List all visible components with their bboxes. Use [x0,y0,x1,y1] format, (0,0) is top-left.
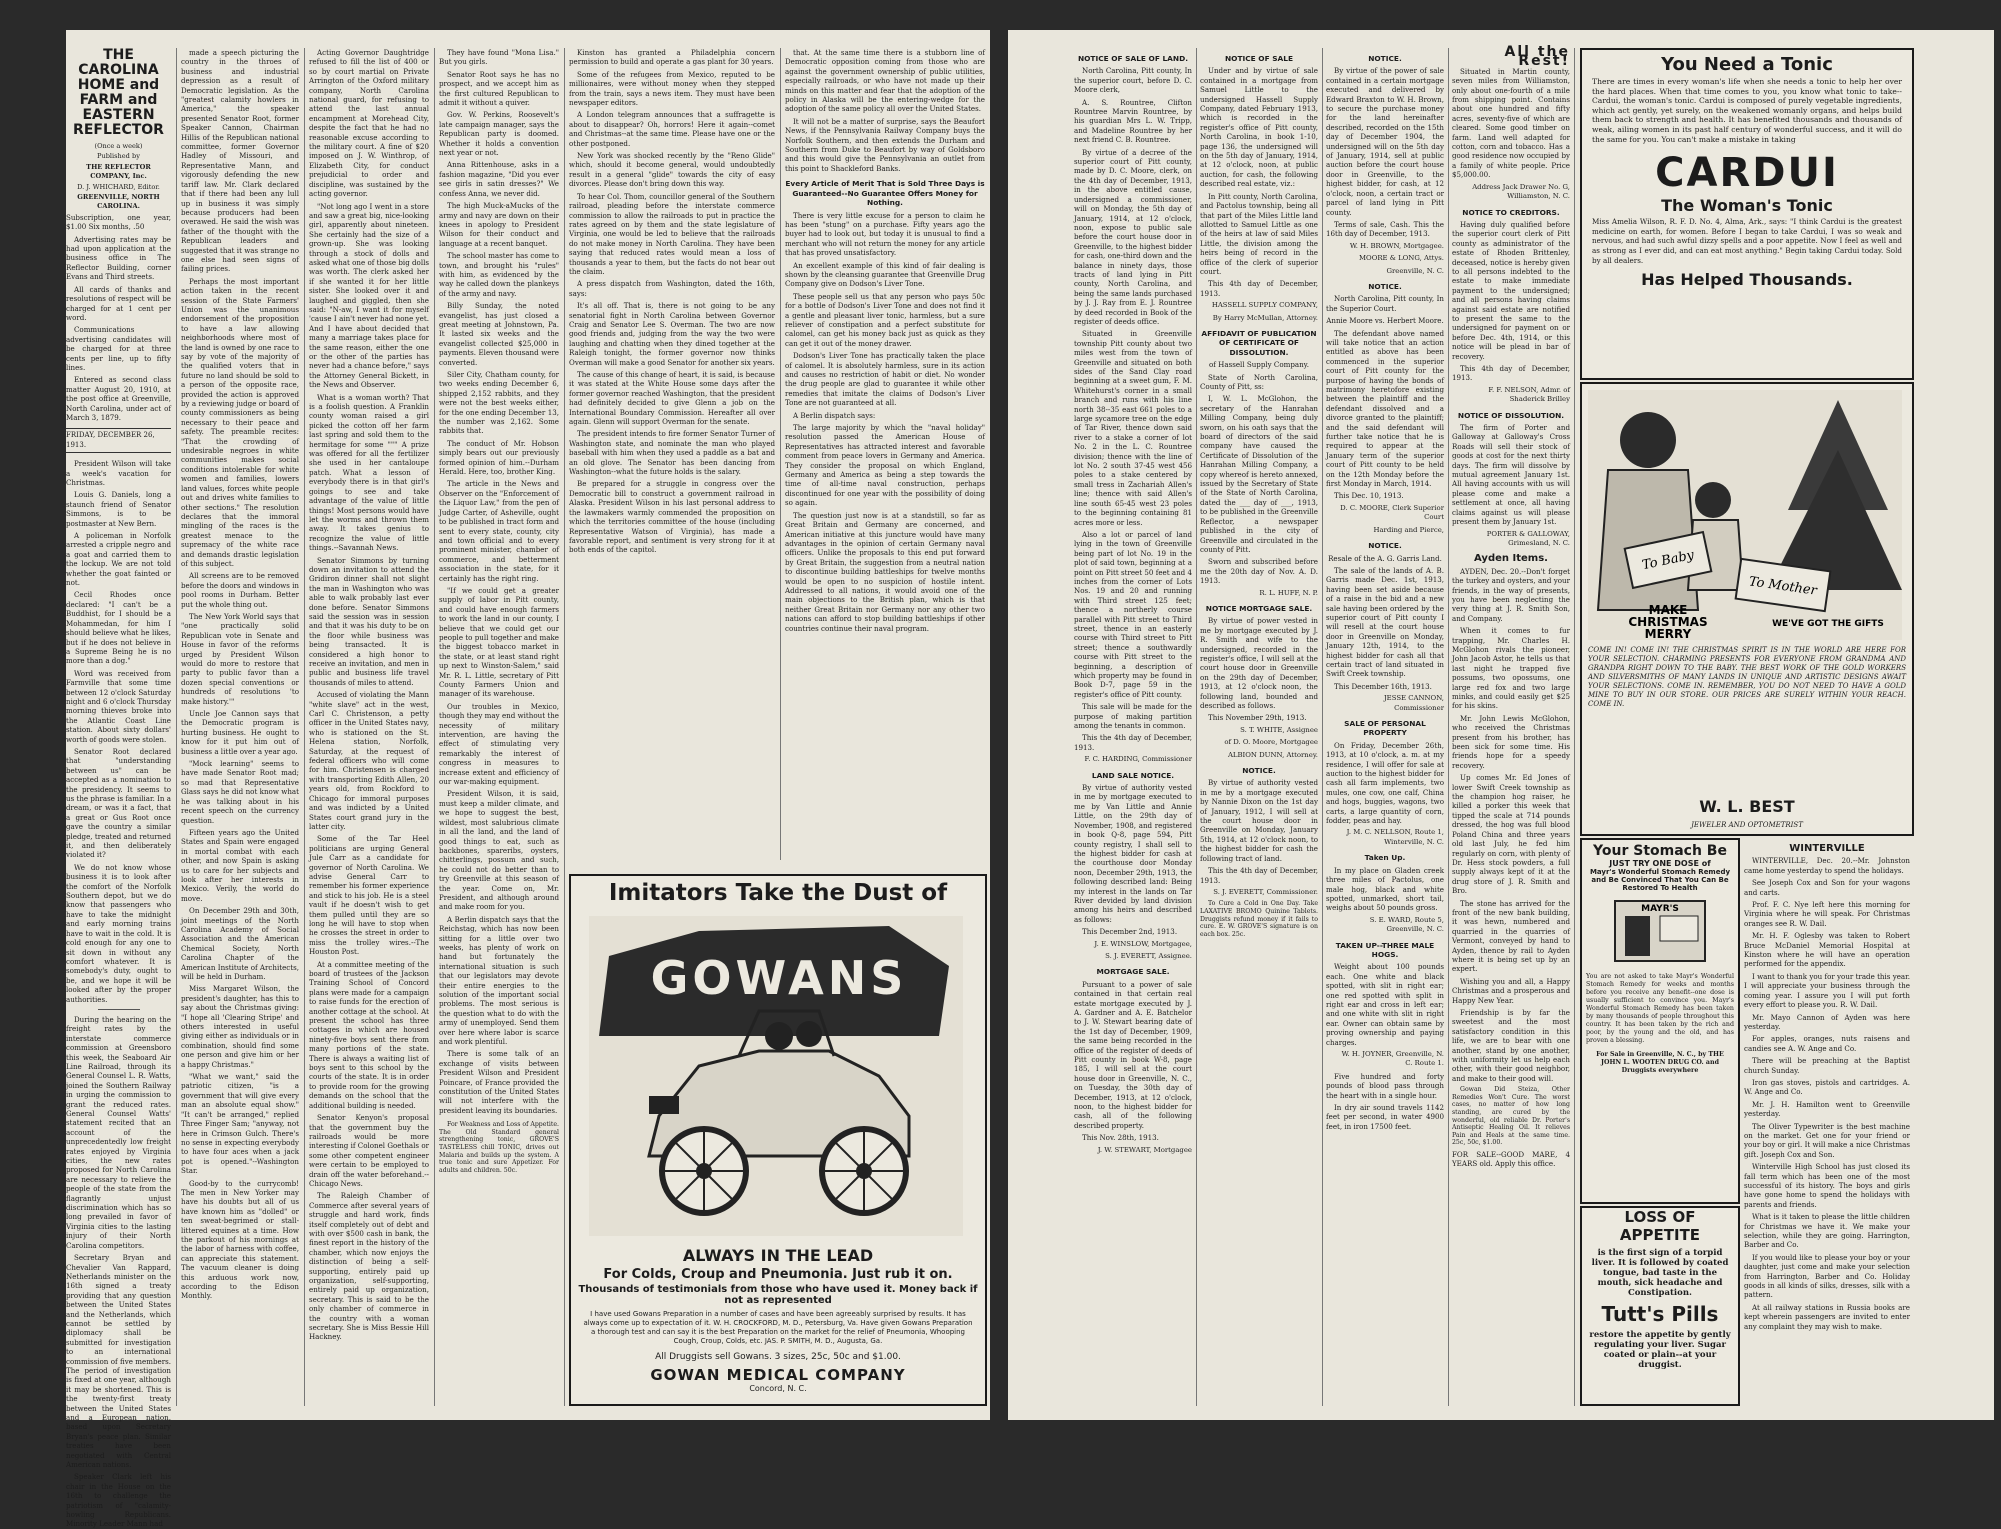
col1-item: Secretary Bryan and Chevalier Van Rappard, Netherlands minister on the 16th signed a treaty providing that any question between the United States and the Netherlands, which cannot be settled by diplomacy shall be submitted for investigation to an international commission of five members. The period of investigation is fixed at one year, although it may be shortened. This is the twenty-first treaty between the United States and a European nation, based upon Secretary Bryan's peace plan. Similar treaties have been negotiated with Central American nations. [66,1253,171,1470]
col5-item: The president intends to fire former Senator Turner of Washington state, and nominate the man who played baseball with him when they used a paddle as a bat and an old glove. The Senator has been dancing from Washington--what the future holds is the salary. [569,429,775,477]
mayr-body: You are not asked to take Mayr's Wonderful Stomach Remedy for weeks and months before you receive any benefit--one dose is usually sufficient to convince you. Mayr's Wonderful Stomach Remedy has been taken by many thousands of people throughout this country. It has been taken by the rich and poor, by the young and the old, and has proven a blessing. [1586,973,1734,1044]
col4-item: Gov. W. Perkins, Roosevelt's late campaign manager, says the Republican party is doomed. Whether it holds a convention next year or not. [439,110,559,158]
bromo-note: To Cure a Cold in One Day. Take LAXATIVE BROMO Quinine Tablets. Druggists refund money if it fails to cure. E. W. GROVE'S signature is on each box. 25c. [1200,900,1318,938]
tutt-ad [1580,1206,1740,1406]
notice-signature: ALBION DUNN, Attorney. [1227,750,1318,759]
winterville-item: What is it taken to please the little children for Christmas we have it. We make your selection, while they are going. Harrington, Barber and Co. [1744,1212,1910,1250]
col3-item: "Not long ago I went in a store and saw a great big, nice-looking girl, apparently about nineteen. She certainly had the size of a grown-up. She was looking through a stock of dolls and asked what one of those big dolls was worth. The clerk asked her if she wanted it for her little sister. She looked over it and laughed and giggled, then she said: "N-aw, I want it for myself 'cause I ain't never had none yet. And I have about decided that many a marriage takes place for the same reason, either the one or the other of the parties has never had a chance before," says the Attorney General Bickett, in the News and Observer. [309,201,429,390]
mayr-seller: For Sale in Greenville, N. C., by THE JOHN L. WOOTEN DRUG CO. and Druggists everywhere [1596,1051,1724,1074]
column-rule [304,48,305,1406]
store-window [1660,916,1698,941]
notice-text: Weight about 100 pounds each. One white and black spotted, with slit in right ear; one red spotted with split in right ear and cross in left ear; and one white with slit in right ear. Owner can obtain same by proving ownership and paying charges. [1326,962,1444,1047]
col6-item: It will not be a matter of surprise, says the Beaufort News, if the Pennsylvania Railway Company buys the Norfolk Southern, and then extends the Durham and Southern from Duke to Beaufort by way of Goldsboro and this would give the Pennsylvania an outlet from this point to Shackleford Banks. [785,116,985,173]
drug-store-illustration [1610,896,1710,966]
col2-item: "What we want," said the patriotic citizen, "is a government that will give every man an absolute equal show." "It can't be arranged," replied Three Finger Sam; "anyway, not here in Crimson Gulch. There's no sense in expecting everybody to have four aces when a jack pot is opened."--Washington Star. [181,1072,299,1176]
notice-signature: MOORE & LONG, Attys. [1359,254,1444,263]
col4-item: A Berlin dispatch says that the Reichstag, which has now been sitting for a little over two weeks, has plenty of work on hand but fortunately the international situation is such that our legislators may devote their entire energies to the solution of the important social problems. The most serious is the question what to do with the army of unemployed. Send them over here where labor is scarce and work plentiful. [439,914,559,1047]
col6-item: Dodson's Liver Tone has practically taken the place of calomel. It is absolutely harmless, sure in its action and causes no restriction of habit or diet. No wonder the drug people are glad to guarantee it while other remedies that imitate the claims of Dodson's Liver Tone are not guaranteed at all. [785,351,985,408]
notice-heading: NOTICE TO CREDITORS. [1462,207,1560,217]
notice-signature: S. J. EVERETT, Commissioner. [1213,887,1318,896]
notice-text: This the 4th day of December, 1913. [1200,866,1318,885]
col4-item: Anna Rittenhouse, asks in a fashion magazine, "Did you ever see girls in satin dresses?" We confess Anna, we never did. [439,160,559,198]
notice-text: This Dec. 10, 1913. [1334,491,1404,501]
notice-text: Pursuant to a power of sale contained in that certain real estate mortgage executed by J. A. Gardner and A. E. Batchelor to J. W. Stewart bearing date of the 1st day of December, 1909, the same being recorded in the office of the register of deeds of Pitt county in book W-8, page 185, I will sell at the court house door in Greenville, N. C., on Tuesday, the 30th day of December, 1913, at 12 o'clock, noon, to the highest bidder for cash, all of the following described property. [1074,979,1192,1130]
notice-text: State of North Carolina, County of Pitt, ss: [1200,372,1318,391]
col4-item: Siler City, Chatham county, for two weeks ending December 6, shipped 2,152 rabbits, and they were not the best weeks either, for the one ending December 13, the number was 2,162. Some rabbits that. [439,370,559,436]
col2-item: Good-by to the currycomb! The men in New Yorker may have his doubts but all of us have known him as "dolled" or ten sweat-begrimed or stall-littered equines at a time. How the parkout of his mornings at the labor of harness with coffee, can appreciate this statement. The vacuum cleaner is doing this arduous work now, according to the Edison Monthly. [181,1178,299,1301]
notice-text: This Nov. 28th, 1913. [1082,1133,1159,1143]
notice-text: Under and by virtue of sale contained in a mortgage from Samuel Little to the undersigned Hassell Supply Company, dated February 1913, which is recorded in the register's office of Pitt county, North Carolina, in book 1-10, page 136, the undersigned will on the 5th day of January, 1914, at 12 o'clock, noon, at public auction, for cash, the following described real estate, viz.: [1200,66,1318,189]
notice-signature: Harding and Pierce, [1373,525,1444,534]
jeweler-subtitle: JEWELER AND OPTOMETRIST [1691,821,1803,829]
column-rule [176,48,177,1406]
gowan-tip: Gowan Did Steiza, Other Remedies Won't Cure. The worst cases, no matter of how long standing, are cured by the wonderful, old reliable Dr. Porter's Antiseptic Healing Oil. It relieves Pain and Heals at the same time. 25c, 50c, $1.00. [1452,1086,1570,1147]
col6-item: There is very little excuse for a person to claim he has been "stung" on a purchase. Fifty years ago the buyer had to look out, but today it is unusual to find a merchant who will not return the money for any article that has proved unsatisfactory. [785,210,985,258]
notice-text: This December 2nd, 1913. [1082,927,1178,937]
gowans-company: GOWAN MEDICAL COMPANY [650,1366,906,1384]
column-rule [1574,48,1575,1406]
passenger-figure [796,1021,822,1047]
cardui-subtitle: The Woman's Tonic [1661,196,1833,216]
ayden-item: When it comes to fur trapping, Mr. Charles H. McGlohon rivals the pioneer, John Jacob Astor, he tells us that last night he trapped five possums, two opossums, one large red fox and two large minks, and could easily get $25 for his skins. [1452,626,1570,711]
col2-item: Miss Margaret Wilson, the president's daughter, has this to say about the Christmas giving: "I hope all 'Clearing Stripe' and others interested in useful giving either as individuals or in combination, should find some one person and give him or her a happy Christmas." [181,984,299,1069]
col2-item: "Mock learning" seems to have made Senator Root mad; so mad that Representative Glass says he did not know what he was talking about in his recent speech on the currency question. [181,759,299,825]
notice-signature: HASSELL SUPPLY COMPANY, [1211,301,1318,310]
notice-text: Situated in Greenville township Pitt county about two miles west from the town of Greenville and situated on both sides of the Sand Clay road beginning at a sweet gum, F. M. Whitehurst's corner in a small branch and runs with his line north 38--35 east 661 poles to a large sycamore tree on the edge of Tar River, thence down said river to a stake a corner of lot No. 2 in the L. C. Rountree division; thence with the line of lot No. 2 south 37-45 west 456 poles to a stake centered by small tress in Zachariah Allen's line; thence with said Allen's line south 65-45 west 23 poles to the beginning containing 81 acres more or less. [1074,329,1192,527]
col2-item: All screens are to be removed before the doors and windows in pool rooms in Durham. Better put the whole thing out. [181,571,299,609]
col2-item: made a speech picturing the country in the throes of business and industrial depression as a result of Democratic legislation. As the "greatest calamity howlers in America," the speaker presented Senator Root, former Speaker Cannon, Chairman Hillis of the Republican national committee, former Governor Hadley of Missouri, and Representative Mann, and vigorously defending the new tariff law. Mr. Clark declared that if there had been any lull up in business it was simply because producers had been overawed. He said the wish was father of the thought with the Republican leaders and suggested that it was strange no one else had seen signs of failing prices. [181,48,299,274]
right-column-2 [1200,48,1318,1406]
partial-ad-title: All the Rest! [1504,44,1570,70]
col6-item: The large majority by which the "naval holiday" resolution passed the American House of Representatives has attracted interest and favorable comment from peace lovers in Germany and America. They consider the proposal on which England, Germany and America as being a step towards the time of all-time naval construction, perhaps discontinued for one year with the possibility of doing so again. [785,423,985,508]
notice-signature: PORTER & GALLOWAY, Grimesland, N. C. [1486,529,1570,547]
col4-item: The school master has come to town, and brought his "rules" with him, as evidenced by the way he called down the plankeys of the army and navy. [439,251,559,298]
col5-item: To hear Col. Thom, councillor general of the Southern railroad, pleading before the interstate commerce commission to allow the railroads to put in practice the rates agreed on by them and the state legislature of Virginia, one would be led to believe that the railroads do not make money in North Carolina. They have been saying that reduced rates would mean a loss of thousands a year to them, but the facts do not bear out the claim. [569,191,775,276]
column-rule [1448,48,1449,1406]
notice-signature: of D. O. Moore, Mortgagee [1224,738,1318,747]
winterville-item: Mr. H. F. Oglesby was taken to Robert Bruce McDaniel Memorial Hospital at Kinston where he will have an operation performed for the appendix. [1744,931,1910,969]
notice-text: Five hundred and forty pounds of blood pass through the heart with in a single hour. [1326,1071,1444,1100]
winterville-item: Iron gas stoves, pistols and cartridges. A. W. Ange and Co. [1744,1077,1910,1097]
col5-item: New York was shocked recently by the "Reno Glide" which, should it become general, would undoubtedly result in a general "glide" towards the city of easy divorces. Please don't bring down this way. [569,151,775,189]
merry-text: MERRY [1644,627,1692,641]
notice-heading: AFFIDAVIT OF PUBLICATION OF CERTIFICATE OF DISSOLUTION. [1201,328,1317,357]
driver-figure [765,1022,793,1050]
col4-item: The high Muck-aMucks of the army and navy are down on their knees in apology to President Wilson for their conduct and language at a recent banquet. [439,201,559,248]
gowans-ad-copy [571,1246,985,1393]
mayr-label: MAYR'S [1641,904,1679,914]
notice-subheading: of Hassell Supply Company. [1209,360,1309,370]
tutt-tail: restore the appetite by gently regulating your liver. Sugar coated or plain--at your druggist. [1589,1330,1731,1370]
notice-heading: MORTGAGE SALE. [1096,967,1170,977]
col4-item: Our troubles in Mexico, though they may end without the necessity of military intervention, are having the effect of stimulating very remarkably the interest of congress in measures to increase extent and efficiency of our war-making equipment. [439,701,559,787]
masthead-place: GREENVILLE, NORTH CAROLINA. [77,193,160,211]
ayden-item: Friendship is by far the sweetest and the most satisfactory condition in this life, we are to bear with one another, stand by one another, with uniformity let us help each other, with their good neighbor, and make to their good will. [1452,1008,1570,1083]
ayden-item: AYDEN, Dec. 20.--Don't forget the turkey and oysters, and your friends, in the way of presents, you have been neglecting the very thing at J. R. Smith Son, and Company. [1452,566,1570,623]
christmas-ad [1580,382,1914,836]
ayden-item: Wishing you and all, a Happy Christmas and a prosperous and Happy New Year. [1452,976,1570,1005]
notice-text: North Carolina, Pitt county, In the Superior Court. [1326,294,1444,313]
col5-item: Kinston has granted a Philadelphia concern permission to build and operate a gas plant for 30 years. [569,48,775,67]
col3-item: Senator Kenyon's proposal that the government buy the railroads would be more interesting if Colonel Goethals or some other competent engineer were certain to be employed to drain off the water beforehand.--Chicago News. [309,1113,429,1188]
col1-item: Louis G. Daniels, long a staunch friend of Senator Simmons, is to be postmaster at New Bern. [66,490,171,528]
notice-signature: Greenville, N. C. [1386,266,1444,275]
winterville-column [1744,838,1910,1406]
col4-item: President Wilson, it is said, must keep a milder climate, and we hope to suggest the best, wildest, most salubrious climate in all the land, and the land of good things to eat, such as backbones, spareribs, oysters, chitterlings, possum and such, he could not do better than to try Greenville at this season of the year. Come on, Mr. President, and although around and make room for you. [439,789,559,912]
gift-tag-mother: To Mother [1747,574,1818,599]
mayr-subheading-1: JUST TRY ONE DOSE of [1609,859,1711,868]
notice-signature: D. C. MOORE, Clerk Superior Court [1340,503,1444,522]
notice-text: By virtue of authority vested in me by a mortgage executed by Nannie Dixon on the 1st day of January, 1912, I will sell at the court house door in Greenville on Monday, January 5th, 1914, at 12 o'clock noon, to the highest bidder for cash the following tract of land. [1200,778,1318,863]
notice-heading: NOTICE. [1368,54,1402,63]
winterville-item: At all railway stations in Russia books are kept wherein passengers are invited to enter any complaint they may wish to make. [1744,1302,1910,1331]
notice-heading: NOTICE OF SALE OF LAND. [1077,54,1189,63]
col4-item: Senator Root says he has no prospect, and we accept him as the first cultured Republican to admit it without a quiver. [439,69,559,108]
col2-item: The New York World says that "one practically solid Republican vote in Senate and House in favor of the reforms urged by President Wilson would do more to restore that party to public favor than a dozen special conventions or hundreds of resolutions 'to make history.'" [181,611,299,706]
left-newspaper-page [66,30,990,1529]
column-4 [439,48,559,1406]
notice-signature: JESSE CANNON, Commissioner [1383,694,1444,712]
masthead-subscription: Subscription, one year, $1.00 Six months, .50 [66,212,171,232]
notice-text: Having duly qualified before the superior court clerk of Pitt county as administrator of the estate of Rhoden Brittenley, deceased, notice is hereby given to all persons indebted to the estate to make immediate payment to the undersigned; and all persons having claims against said estate are notified to present the same to the undersigned for payment on or before Dec. 4th, 1914, or this notice will be plead in bar of recovery. [1452,219,1570,361]
col3-item: Accused of violating the Mann "white slave" act in the west, Carl C. Christenson, a petty officer in the United States navy, who is stationed on the St. Helena station, Norfolk, Saturday, at the request of federal officers who will come for him. Christensen is charged with transporting Edith Allen, 20 years old, from Rockford to Chicago for immoral purposes and was indicted by a United States court grand jury in the latter city. [309,690,429,831]
ayden-item: Mr. John Lewis McGlohon, who received the Christmas present from his brother, has been sick for some time. His friends hope for a speedy recovery. [1452,713,1570,770]
gowans-line-1: ALWAYS IN THE LEAD [682,1246,874,1265]
column-2 [181,48,299,1406]
notice-signature: W. H. JOYNER, Greenville, N. C. Route 1. [1341,1050,1444,1068]
right-column-4 [1452,44,1570,1406]
col1-item: Word was received from Farmville that some time between 12 o'clock Saturday night and 6 o'clock Thursday morning thieves broke into the Atlantic Coast Line station. About sixty dollars' worth of goods were stolen. [66,668,171,744]
column-rule [780,48,781,860]
cardui-brand: CARDUI [1655,150,1839,197]
col4-item: There is some talk of an exchange of visits between President Wilson and President Poincare, of France provided the constitution of the United States will not interfere with the president leaving its boundaries. [439,1049,559,1115]
notice-text: By virtue of a decree of the superior court of Pitt county, made by D. C. Moore, clerk, on the 4th day of December, 1913, in the above entitled cause, undersigned a commissioner, will on Monday, the 5th day of January, 1914, at 12 o'clock, noon, expose to public sale before the court house door in Greenville, to the highest bidder for cash, one-third down and the balance in ninety days, those tracts of land lying in Pitt county, North Carolina, and being the same lands purchased by J. J. Ray from E. J. Rountree by deed recorded in Book of the register of deeds office. [1074,147,1192,326]
col4-item: Billy Sunday, the noted evangelist, has just closed a great meeting at Johnstown, Pa. It lasted six weeks and the evangelist collected $25,000 in payments. Eleven thousand were converted. [439,301,559,367]
col2-item: Perhaps the most important action taken in the recent session of the State Farmers' Union was the unanimous endorsement of the proposition to have a law allowing neighborhoods where most of the land is owned by one race to say by vote of the majority of the qualified voters that in future no land should be sold to a person of the opposite race, provided the action is approved by a reviewing judge or board of county commissioners as being necessary to their peace and safety. The preamble recites: "That the crowding of undesirable negroes in white communities makes social conditions intolerable for white women and families, lowers land values, forces white people out and drives white families to other sections." The resolution declares that the immoral mingling of the races is the greatest menace to the supremacy of the white race and demands drastic legislation of this subject. [181,276,299,568]
make-text: MAKE [1648,603,1688,617]
col5-item: It's all off. That is, there is not going to be any senatorial fight in North Carolina between Governor Craig and Senator Lee S. Overman. The two are now good friends and, judging from the way the two were laughing and chatting when they dined together at the Raleigh tonight, the former governor now thinks Overman will make a good Senator for another six years. [569,301,775,367]
right-newspaper-page [1008,30,1994,1420]
notice-heading: NOTICE. [1242,766,1276,776]
col1-item: Cecil Rhodes once declared: "I can't be a Buddhist, for I should be a Mohammedan, for him I should believe what he likes, but if he does not believe in a Supreme Being he is no more than a dog." [66,590,171,666]
notice-text: The sale of the lands of A. B. Garris made Dec. 1st, 1913, having been set aside because of a raise in the bid and a new sale having been ordered by the superior court of Pitt county I will resell at the court house door in Greenville on Monday, January 12th, 1914, to the highest bidder for cash all that certain tract of land situated in Swift Creek township. [1326,565,1444,679]
right-column-3 [1326,48,1444,1406]
masthead-notices: All cards of thanks and resolutions of respect will be charged for at 1 cent per word. [66,284,171,322]
notice-heading: Taken Up. [1364,853,1406,863]
notice-signature: S. J. EVERETT, Assignee. [1105,951,1192,960]
woman-head [1620,412,1676,468]
col2-item: Fifteen years ago the United States and Spain were engaged in mortal combat with each other, and now Spain is asking us to care for her subjects and look after her interests in Mexico. Verily, the world do move. [181,827,299,903]
notice-text: This November 29th, 1913. [1208,713,1307,723]
ayden-item: The stone has arrived for the front of the new bank building, it was hewn, numbered and quarried in the quarries of Vermont, conveyed by hand to Ayden, thence by rail to Ayden where it is being set up by an expert. [1452,898,1570,974]
col6-item: A Berlin dispatch says: [793,410,876,420]
jeweler-name: W. L. BEST [1699,797,1795,816]
col5-item: The cause of this change of heart, it is said, is because it was stated at the White House some days after the former governor reached Washington, that the president had definitely decided to give Glenn a job on the International Boundary Commission. Hereafter all over again. Glenn will support Overman for the senate. [569,370,775,427]
notice-text: Terms of sale, Cash. This the 16th day of December, 1913. [1326,219,1444,239]
col6-item: These people sell us that any person who pays 50c for a bottle of Dodson's Liver Tone and does not find it a gentle and pleasant liver tonic, harmless, but a sure reliever of constipation and a perfect substitute for calomel, can get his money back just as quick as they can get it out of the money drawer. [785,291,985,348]
masthead-entered: Entered as second class matter August 20, 1910, at the post office at Greenville, North Carolina, under act of March 3, 1879. [66,375,171,422]
masthead-issue: (Once a week) [94,142,143,150]
notice-heading: NOTICE OF DISSOLUTION. [1457,410,1565,420]
car-lamp [649,1096,679,1114]
notice-heading: NOTICE MORTGAGE SALE. [1205,603,1313,613]
col5-item: A press dispatch from Washington, dated the 16th, says: [569,279,775,298]
winterville-item: Mr. Mayo Cannon of Ayden was here yesterday. [1744,1012,1910,1031]
notice-heading: TAKEN UP--THREE MALE HOGS. [1335,940,1435,959]
notice-text: This 4th day of December, 1913. [1200,279,1318,298]
notice-signature: J. M. C. NELLSON, Route 1, Winterville, N. C. [1346,828,1444,846]
col6-item: that. At the same time there is a stubborn line of Democratic opposition coming from those who are against the government ownership of public utilities, especially railroads, or who have not made up their minds on this matter and fear that the adoption of the policy in Alaska will be the entering-wedge for the adoption of the same policy all over the United States. [785,48,985,114]
cardui-tagline: Has Helped Thousands. [1641,270,1853,290]
notice-signature: S. T. WHITE, Assignee [1240,725,1318,734]
notice-text: A. S. Rountree, Clifton Rountree Marvin Rountree, by his guardian Mrs L. W. Tripp, and Madeline Rountree by her next friend C. B. Rountree. [1074,97,1192,145]
gowans-city: Concord, N. C. [749,1384,807,1393]
tutt-heading: LOSS OF APPETITE [1619,1208,1701,1244]
coolidge-note: For Weakness and Loss of Appetite. The Old Standard general strengthening tonic, GROVE'S TASTELESS chill TONIC, drives out Malaria and builds up the system. A true tonic and sure Appetizer. For adults and children. 50c. [439,1121,559,1174]
notice-subheading: Annie Moore vs. Herbert Moore. [1326,316,1444,326]
mayr-ad [1580,838,1740,1204]
notice-text: The firm of Porter and Galloway at Galloway's Cross Roads will sell their stock of goods at cost for the next thirty days. The firm will dissolve by mutual agreement January 1st. All having accounts with us will please come and make a settlement at once, all having claims against us will please present them by January 1st. [1452,423,1570,527]
gowans-testimonial: I have used Gowans Preparation in a number of cases and have been agreeably surprised by results. It has always come up to expectation of it. W. H. CROCKFORD, M. D., Petersburg, Va. Have given Gowans Preparation a thorough test and can say it is the best Preparation on the market for the relief of Pneumonia, Whooping Cough, Croup, Colds, etc. JAS. P. SMITH, M. D., Augusta, Ga. [583,1310,973,1345]
notice-signature: R. L. HUFF, N. P. [1259,588,1318,597]
notice-text: Also a lot or parcel of land lying in the town of Greenville being part of lot No. 19 in the plot of said town, beginning at a point on Pitt street 50 feet and 4 inches from the corner of Lots Nos. 19 and 20 and running with Third street 125 feet; thence a northerly course parallel with Pitt street to Third street, thence in an easterly course with Third street to Pitt street; thence a southwardly course with Pitt street to the beginning, a description of which property may be found in Book D-7, page 59 in the register's office of Pitt county. [1074,529,1192,699]
winterville-item: For apples, oranges, nuts raisens and candies see A. W. Ange and Co. [1744,1034,1910,1053]
column-rule [1322,48,1323,1406]
notice-signature: W. H. BROWN, Mortgagee. [1349,241,1444,250]
col1-item: A policeman in Norfolk arrested a cripple negro and a goat and carried them to the lockup. We are not told whether the goat fainted or not. [66,531,171,588]
gift-tag-baby: To Baby [1640,547,1696,574]
notice-signature: F. C. HARDING, Commissioner [1084,755,1192,764]
col1-item: During the hearing on the freight rates by the interstate commerce commission at Greensboro this week, the Seaboard Air Line Railroad, through its General Counsel L. R. Watts, joined the Southern Railway in urging the commission to grant the reduced rates. General Counsel Watts' statement recited that an account of the unprecedentedly low freight rates enjoyed by Virginia cities, the new rates proposed for North Carolina are necessary to relieve the people of the state from the flagrantly unjust discrimination which has so long prevailed in favor of Virginia cities to the lasting injury of their North Carolina competitors. [66,1014,171,1250]
notice-text: By virtue of authority vested in me by mortgage executed to me by Van Little and Annie Little, on the 29th day of November, 1908, and registered in book Q-8, page 594, Pitt county registry, I shall sell to the highest bidder for cash at the courthouse door Monday noon, December 29th, 1913, the following described land: Being my interest in the lands on Tar River devided by land division among his heirs and described as follows: [1074,783,1192,924]
col3-item: Senator Simmons by turning down an invitation to attend the Gridiron dinner shall not slight the man in Washington who was able to walk probably last ever done before. Senator Simmons said the session was in session and that it was his duty to be on the floor while business was being transacted. It is considered a high honor to receive an invitation, and men in public and business life travel thousands of miles to attend. [309,555,429,687]
notice-text: North Carolina, Pitt county, In the superior court, before D. C. Moore clerk, [1074,66,1192,95]
col5-item: A London telegram announces that a suffragette is about to disappear? Oh, horrors! Here it again--comet and Christmas--at the same time. Please have one or the other postponed. [569,110,775,148]
column-rule [434,48,435,1406]
notice-text: By virtue of the power of sale contained in a certain mortgage executed and delivered by Edward Braxton to W. H. Brown, to secure the purchase money for the land hereinafter described, recorded on the 15th day of December 1904, the undersigned will on the 5th day of January, 1914, sell at public auction before the court house door in Greenville, to the highest bidder, for cash, at 12 o'clock, noon, a certain tract or parcel of land lying in Pitt county. [1326,66,1444,217]
winterville-item: If you would like to please your boy or your daughter, just come and make your selection from Harrington, Barber and Co. Holiday goods in all kinds of silks, dresses, silk with a pattern. [1744,1252,1910,1300]
winterville-item: Prof. F. C. Nye left here this morning for Virginia where he will speak. For Christmas oranges see R. W. Dail. [1744,900,1910,928]
col6-item: An excellent example of this kind of fair dealing is shown by the cleansing guarantee that Greenville Drug Company give on Dodson's Liver Tone. [785,260,985,289]
col3-item: Some of the Tar Heel politicians are urging General Jule Carr as a candidate for governor of North Carolina. We advise General Carr to remember his former experience and stick to his job. He is a steel vault if he doesn't wish to get them pulled until they are so long he will have to stop when he crosses the street in order to miss the trolley wires.--The Houston Post. [309,834,429,957]
col3-item: At a committee meeting of the board of trustees of the Jackson Training School of Concord plans were made for a campaign to raise funds for the erection of another cottage at the school. At present the school has three cottages in which are housed ninety-five boys sent there from many portions of the state. There is always a waiting list of boys sent to this school by the courts of the state. It is in order to provide room for the growing demands on the school that the additional building is needed. [309,959,429,1110]
winterville-heading: WINTERVILLE [1789,843,1865,854]
notice-text: I, W. L. McGlohon, the secretary of the Hanrahan Milling Company, being duly sworn, on his oath says that the board of directors of the said company have caused the Certificate of Dissolution of the Hanrahan Milling Company, a copy whereof is hereto annexed, issued by the Secretary of State of the State of North Carolina, dated the ___ day of ___, 1913, to be published in the Greenville Reflector, a newspaper published in the city of Greenville and circulated in the county of Pitt. [1200,394,1318,554]
winterville-item: Winterville High School has just closed its fall term which has been one of the most successful of its history. The boys and girls have gone home to spend the holidays with parents and friends. [1744,1162,1910,1209]
masthead-dateline: FRIDAY, DECEMBER 26, 1913. [66,428,171,453]
winterville-item: See Joseph Cox and Son for your wagons and carts. [1744,878,1910,897]
col2-item: Uncle Joe Cannon says that the Democratic program is hurting business. He ought to know for it put him out of business a little over a year ago. [181,709,299,756]
masthead-advertising: Advertising rates may be had upon application at the business office in The Reflector Building, corner Evans and Third streets. [66,234,171,282]
notice-signature: F. F. NELSON, Admr. of Shaderick Brilley [1488,385,1570,404]
mayr-heading: Your Stomach Be [1593,843,1727,859]
masthead-title: THE CAROLINA HOME and FARM and EASTERN REFLECTOR [73,47,164,138]
ayden-items-heading: Ayden Items. [1474,553,1548,565]
col1-item: Senator Root declared that "understanding between us" can be accepted as a nomination to the presidency. It seems to us the phrase is familiar. In a dream, or was it a fact, that a great or Gus Root once gave the country a similar pledge, treated and returned it, and then deliberately violated it? [66,746,171,860]
col4-item: The article in the News and Observer on the "Enforcement of the Liquor Law," from the pen of Judge Carter, of Asheville, ought to be published in tract form and sent to every state, county, city and town official and to every prominent minister, chamber of commerce, and betterment association in the state, for it certainly has the right ring. [439,479,559,583]
store-door [1625,916,1650,956]
right-column-1 [1074,48,1192,1406]
farm-ad-address: Address Jack Drawer No. G, Williamston, N. C. [1472,182,1570,201]
notice-text: In my place on Gladen creek three miles of Pactolus, one male hog, black and white spotted, unmarked, short tail, weighs about 50 pounds gross. [1326,865,1444,913]
gowans-brand-text: GOWANS [650,951,908,1005]
winterville-item: Mr. J. H. Hamilton went to Greenville yesterday. [1744,1099,1910,1119]
col1-item: President Wilson will take a week's vacation for Christmas. [66,459,171,487]
notice-text: In dry air sound travels 1142 feet per second, in water 4900 feet, in iron 17500 feet. [1326,1103,1444,1131]
notice-text: This 4th day of December, 1913. [1452,364,1570,383]
separator [98,1009,140,1010]
for-sale-notice: FOR SALE--GOOD MARE, 4 YEARS old. Apply this office. [1452,1150,1570,1169]
notice-signature: S. E. WARD, Route 5, Greenville, N. C. [1369,915,1444,934]
farm-ad-text: Situated in Martin county, seven miles from Williamston, only about one-fourth of a mile from shipping point. Contains about one hundred and fifty acres, seventy-five of which are cleared. Some good timber on farm. Land well adapted for cotton, corn and tobacco. Has a good residence now occupied by a family of white people. Price $5,000.00. [1452,66,1570,180]
mayr-subheading-2: Mayr's Wonderful Stomach Remedy and Be Convinced That You Can Be Restored To Health [1589,868,1731,892]
col6-item: The question just now is at a standstill, so far as Great Britain and Germany are concerned, and American initiative at this juncture would have many advantages in the opinion of certain Germany naval officers. Unlike the proposals to this end put forward by Great Britain, the suggestion from a neutral nation to discontinue building battleships for twelve months would be open to no suspicion of hostile intent. Addressed to all nations, it would avoid one of the main objections to the British plan, which is that neither Great Britain nor Germany nor any other two nations can afford to stop building battleships if other countries continue their naval program. [785,510,985,633]
col5-item: Be prepared for a struggle in congress over the Democratic bill to construct a government railroad in Alaska. President Wilson in his last personal address to the lawmakers warmly commended the proposition on which the territories committee of the house (including Representative Watson of Virginia), has made a favorable report, and sentiment is very strong for it at both ends of the capitol. [569,479,775,555]
christmas-copy: COME IN! COME IN! THE CHRISTMAS SPIRIT IS IN THE WORLD ARE HERE FOR YOUR SELECTION. CHARMING PRESENTS FOR EVERYONE FROM GRANDMA AND GRANDPA RIGHT DOWN TO THE BABY. THE BEST WORK OF THE GOLD WORKERS AND SILVERSMITHS OF MANY LANDS IN UNIQUE AND ARTISTIC DESIGNS AWAIT YOUR SELECTIONS. COME IN. REMEMBER, YOU DO NOT NEED TO HAVE A GOLD MINE TO BUY IN OUR STORE. OUR PRICES ARE SURELY WITHIN YOUR REACH. COME IN. [1588,646,1906,708]
gowans-ad-heading: Imitators Take the Dust of [608,880,948,906]
col3-item: The Raleigh Chamber of Commerce after several years of struggle and hard work, finds itself completely out of debt and with over $500 cash in bank, the finest report in the history of the chamber, which now enjoys the distinction of being a self-supporting, entirely paid up organization, self-supporting, entirely paid up organization, secretary. This is said to be the only chamber of commerce in the country with a woman secretary. She is Miss Bessie Hill Hackney. [309,1191,429,1342]
christmas-text: CHRISTMAS [1628,615,1708,629]
col4-item: The conduct of Mr. Hobson simply bears out our previously formed opinion of him.--Durham Herald. Here, too, brother King. [439,438,559,477]
column-3 [309,48,429,1406]
col6-headline: Every Article of Merit That is Sold Three Days is Guaranteed--No Guarantee Offers Money for Nothing. [785,179,985,208]
ayden-item: Up comes Mr. Ed Jones of lower Swift Creek township as the champion hog raiser, he killed a porker this week that tipped the scale at 714 pounds dressed, the hog was full blood Poland China and three years old last July, he fed him regularly on corn, with plenty of Dr. Hess stock powders, a full supply always kept of it at the drug store of J. R. Smith and Bro. [1452,773,1570,896]
col3-item: Acting Governor Daughtridge refused to fill the list of 400 or so by court martial on Private Arrington of the Oxford military company, North Carolina national guard, for refusing to attend the last annual encampment at Morehead City, despite the fact that he had no reasonable excuse according to the military court. A fine of $20 imposed on J. W. Winthrop, of Elizabeth City, for conduct prejudicial to order and discipline, was sustained by the acting governor. [309,48,429,199]
column-5 [569,48,775,860]
automobile-illustration [589,916,963,1236]
winterville-item: WINTERVILLE, Dec. 20.--Mr. Johnston came home yesterday to spend the holidays. [1744,856,1910,875]
winterville-item: I want to thank you for your trade this year. I will appreciate your business through the coming year. I assure you I will put forth every effort to please you. R. W. Dail. [1744,971,1910,1010]
notice-signature: J. W. STEWART, Mortgagee [1097,1145,1192,1154]
col2-item: On December 29th and 30th, joint meetings of the North Carolina Academy of Social Association and the American Chemical Society, North Carolina Chapter of the American Institute of Architects, will be held in Durham. [181,906,299,981]
masthead-editor: D. J. WHICHARD, Editor. [77,182,160,191]
notice-text: The defendant above named will take notice that an action entitled as above has been commenced in the superior court of Pitt county for the purpose of having the bonds of matrimony heretofore existing between the plaintiff and the defendant dissolved and a divorce granted to the plaintiff; and the said defendant will further take notice that he is required to appear at the January term of the superior court of Pitt county to be held on the 12th Monday before the first Monday in March, 1914. [1326,328,1444,489]
notice-text: This sale will be made for the purpose of making partition among the tenants in common. [1074,702,1192,731]
notice-text: This the 4th day of December, 1913. [1074,733,1192,752]
col4-item: They have found "Mona Lisa." But you girls. [439,48,559,67]
cardui-ad [1580,48,1914,380]
notice-heading: NOTICE OF SALE [1224,54,1293,63]
notice-heading: LAND SALE NOTICE. [1091,770,1175,780]
gowans-druggists: All Druggists sell Gowans. 3 sizes, 25c, 50c and $1.00. [655,1352,901,1362]
masthead-communications: Communications advertising candidates will be charged for at three cents per line, up to fifty lines. [66,325,171,372]
notice-heading: SALE OF PERSONAL PROPERTY [1344,719,1426,738]
gifts-text: WE'VE GOT THE GIFTS [1772,619,1884,629]
winterville-item: There will be preaching at the Baptist church Sunday. [1744,1056,1910,1075]
notice-subheading: Resale of the A. G. Garris Land. [1328,553,1442,563]
masthead-company: THE REFLECTOR COMPANY, Inc. [86,162,151,181]
christmas-illustration [1588,390,1902,640]
notice-heading: NOTICE. [1368,281,1402,291]
tutt-brand: Tutt's Pills [1601,1302,1719,1326]
cardui-heading: You Need a Tonic [1661,54,1833,75]
column-1 [66,47,171,1529]
col1-item: Speaker Clark left his chair in the House on the 16th to challenge the patriotism of "calamity-howling Republicans. Minority Leader Mann had [66,1472,171,1529]
cardui-testimonial: Miss Amelia Wilson, R. F. D. No. 4, Alma, Ark., says: "I think Cardui is the greatest medicine on earth, for women. Before I began to take Cardui, I was so weak and nervous, and had such awful dizzy spells and a poor appetite. Now I feel as well and as strong as I ever did, and can eat most anything." Begin taking Cardui today. Sold by all dealers. [1592,217,1902,265]
gowans-line-3: Thousands of testimonials from those who have used it. Money back if not as represented [578,1284,978,1306]
col5-item: Some of the refugees from Mexico, reputed to be millionaires, were without money when they stepped from the train, says a news item. They must have been newspaper editors. [569,69,775,108]
cardui-body: There are times in every woman's life when she needs a tonic to help her over the hard places. When that time comes to you, you know what tonic to take--Cardui, the woman's tonic. Cardui is composed of purely vegetable ingredients, which act gently, yet surely, on the weakened womanly organs, and helps build them back to strength and health. It has benefited thousands and thousands of weak, ailing women in its past half century of wonderful success, and it will do the same for you. You can't make a mistake in taking [1592,77,1902,144]
gowans-ad [569,874,987,1406]
tutt-body: is the first sign of a torpid liver. It is followed by coated tongue, bad taste in the mouth, sick headache and Constipation. [1591,1248,1729,1298]
masthead-published-by: Published by [97,152,140,161]
column-rule [1196,48,1197,1406]
notice-text: Sworn and subscribed before me the 20th day of Nov. A. D. 1913. [1200,557,1318,586]
gowans-line-2: For Colds, Croup and Pneumonia. Just rub it on. [603,1267,953,1282]
winterville-item: The Oliver Typewriter is the best machine on the market. Get one for your friend or your boy or girl. It will make a nice Christmas gift. Joseph Cox and Son. [1744,1121,1910,1159]
col4-item: "If we could get a greater supply of labor in Pitt county, and could have enough farmers to work the land in our county, I believe that we could get our people to pull together and make the biggest tobacco market in the state, or at least stand right up next to Winston-Salem," said Mr. R. L. Little, secretary of Pitt County Farmers Union and manager of its warehouse. [439,585,559,699]
notice-text: This December 16th, 1913. [1334,681,1432,691]
col3-item: What is a woman worth? That is a foolish question. A Franklin county woman raised a girl picked the cotton off her farm last spring and sold them to the hermitage for some """ A prize was offered for all the fertilizer she used in her cantaloupe patch. What a lesson of everybody there is in that girl's goings to see and take advantage of the value of little things! Most persons would have let the worms and thrown them away. It takes genius to recognize the value of little things.--Savannah News. [309,392,429,553]
notice-text: On Friday, December 26th, 1913, at 10 o'clock, a. m. at my residence, I will offer for sale at auction to the highest bidder for cash all farm implements, two mules, one cow, one calf, China and hogs, buggies, wagons, two carts, a large quantity of corn, fodder, peas and hay. [1326,740,1444,826]
column-rule [564,48,565,1406]
child-head [1695,482,1731,518]
notice-signature: J. E. WINSLOW, Mortgagee, [1094,939,1192,948]
notice-signature: By Harry McMullan, Attorney. [1212,313,1318,322]
notice-text: In Pitt county, North Carolina, and Pactolus township, being all that part of the Miles Little land allotted to Samuel Little as one of the heirs at law of said Miles Little, the division among the heirs being of record in the office of the clerk of superior court. [1200,191,1318,276]
notice-heading: NOTICE. [1368,541,1402,551]
column-6 [785,48,985,860]
notice-text: By virtue of power vested in me by mortgage executed by J. R. Smith and wife to the undersigned, recorded in the register's office, I will sell at the court house door in Greenville on the 29th day of December, 1913, at 12 o'clock noon, the following land, bounded and described as follows. [1200,616,1318,710]
col1-item: We do not know whose business it is to look after the comfort of the Norfolk Southern depot, but we do know that passengers who have to take the midnight and early morning trains have to wait in the cold. It is cold enough for any one to sit down in without any comfort whatever. It is somebody's duty, ought to be, and we hope it will be looked after by the proper authorities. [66,862,171,1004]
